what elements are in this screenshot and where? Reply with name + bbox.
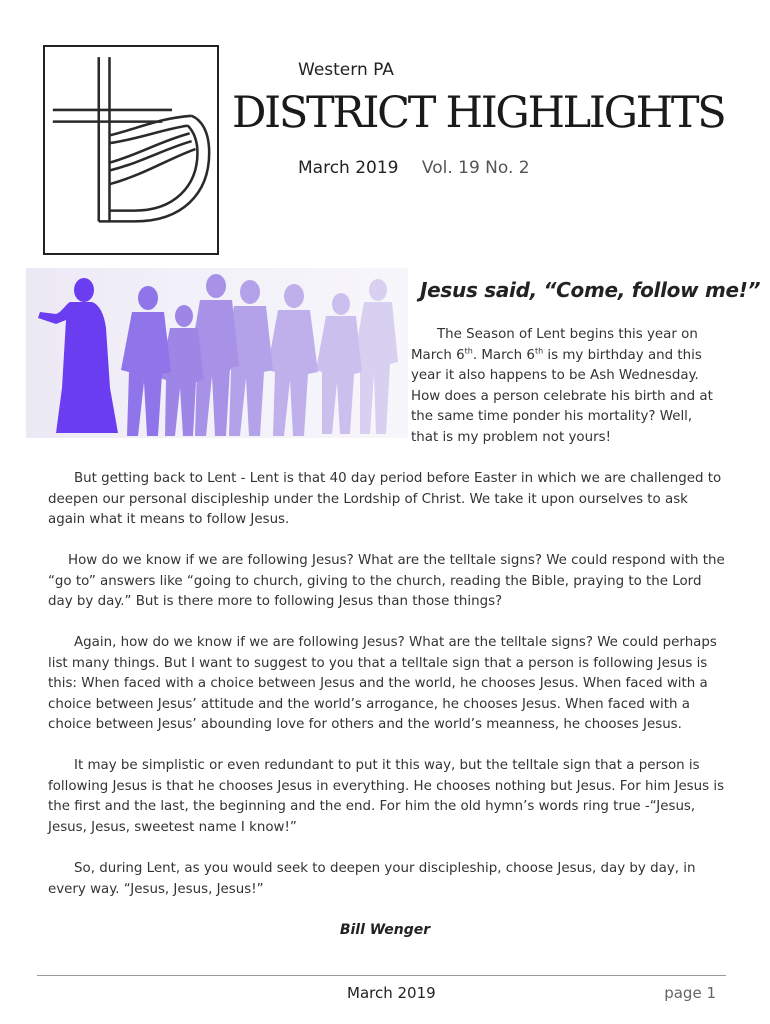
paragraph-text: It may be simplistic or even redundant to put it this way, but the telltale sign that a person is following Jesus is that he chooses Jesus in everything. He chooses nothing but Jesus. For him Jesus is the first and the last, the beginning and the end. For him the old hymn’s words ring true -“Jesus, Jesus, Jesus, sweetest name I know!” (48, 758, 725, 835)
paragraph-text: So, during Lent, as you would seek to deepen your discipleship, choose Jesus, day by day, in every way. “Jesus, Jesus, Jesus!” (48, 861, 696, 897)
issue-line (298, 158, 530, 178)
paragraph-text: But getting back to Lent - Lent is that 40 day period before Easter in which we are challenged to deepen our personal discipleship under the Lordship of Christ. We take it upon ourselves to ask again what it means to follow Jesus. (48, 471, 722, 527)
newsletter-title: DISTRICT HIGHLIGHTS (232, 88, 725, 138)
issue-date: March 2019 (298, 158, 399, 178)
footer-divider (37, 975, 726, 976)
followers-silhouette-image (26, 268, 408, 438)
cross-and-flame-icon (45, 47, 217, 253)
article-paragraph (48, 469, 726, 531)
article-paragraph (48, 551, 726, 613)
article-paragraph (48, 756, 726, 838)
district-logo (43, 45, 219, 255)
article-title: Jesus said, “Come, follow me!” (420, 278, 761, 302)
article-paragraph (48, 859, 726, 900)
article-paragraph (48, 633, 726, 736)
author-signature: Bill Wenger (339, 922, 431, 938)
intro-text-b: . March 6 (472, 347, 535, 363)
intro-sup-1: th (464, 346, 473, 356)
intro-text-c: is my birthday and this year it also happens to be Ash Wednesday. How does a person celebrate his birth and at the same time ponder his mortality? Well, that is my problem not yours! (411, 347, 713, 445)
region-label: Western PA (298, 60, 394, 80)
issue-volume: Vol. 19 No. 2 (421, 158, 530, 178)
paragraph-text: How do we know if we are following Jesus? What are the telltale signs? We could respond with the “go to” answers like “going to church, giving to the church, reading the Bible, praying to the Lord day by day.” But is there more to following Jesus than those things? (48, 553, 725, 609)
article-intro (411, 325, 723, 448)
footer-date: March 2019 (347, 984, 436, 1002)
intro-sup-2: th (534, 346, 544, 356)
page-number: page 1 (664, 984, 716, 1002)
intro-text-a: The Season of Lent begins this year on March 6 (411, 327, 698, 363)
paragraph-text: Again, how do we know if we are following Jesus? What are the telltale signs? We could perhaps list many things. But I want to suggest to you that a telltale sign that a person is following Jesus is this: When faced with a choice between Jesus and the world, he chooses Jesus. When faced with a choice between Jesus’ attitude and the world’s arrogance, he chooses Jesus. When faced with a choice between Jesus’ abounding love for others and the world’s meanness, he chooses Jesus. (48, 635, 717, 732)
